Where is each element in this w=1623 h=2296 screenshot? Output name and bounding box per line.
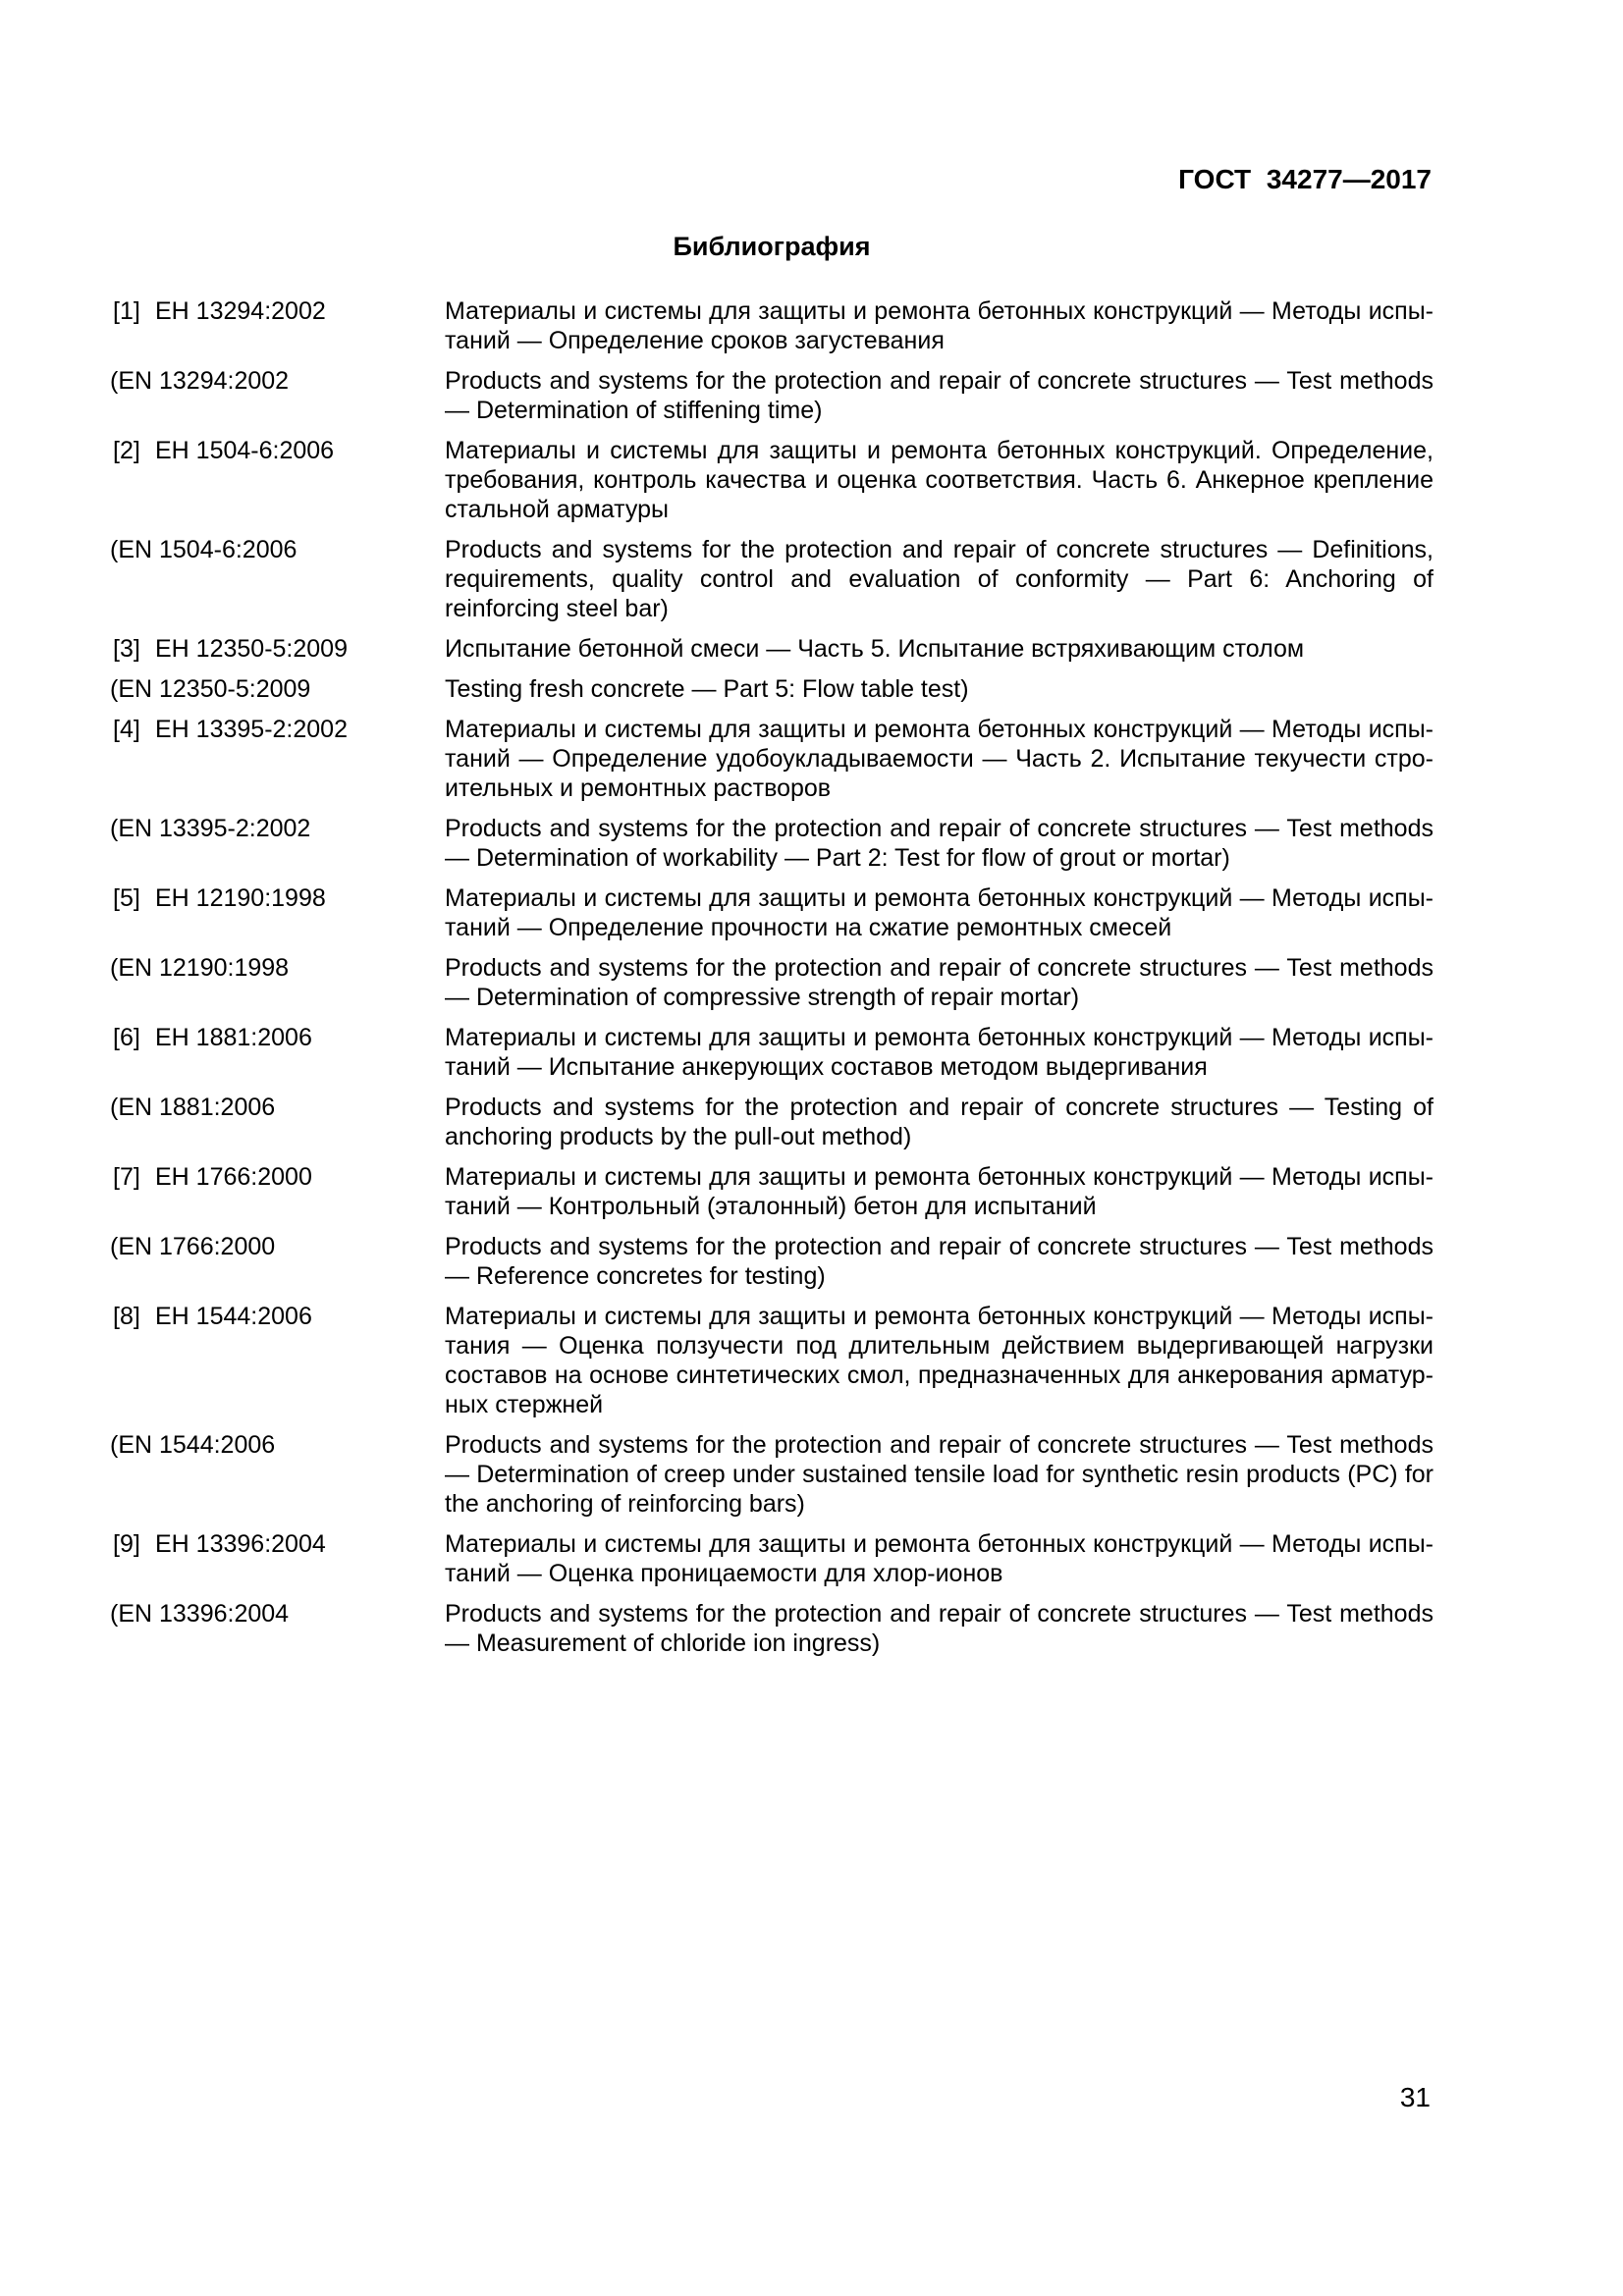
bib-entry-en — [110, 1232, 1434, 1291]
reference-label — [110, 1162, 445, 1192]
reference-text-en: Products and systems for the protection and repair of concrete structures — Test methods — Measurement of chloride ion ingress) — [445, 1600, 1434, 1657]
reference-code-en: (EN 1881:2006 — [110, 1094, 276, 1121]
reference-label — [110, 715, 445, 744]
reference-text-ru: Материалы и системы для защиты и ремонта бетонных конструкций — Методы испытаний — Определение удобоукладываемости — Часть 2. Испытание текучести строительных и ремонтных растворов — [445, 716, 1434, 802]
bib-entry-en — [110, 814, 1434, 873]
reference-code-en: (EN 13396:2004 — [110, 1600, 290, 1628]
reference-label — [110, 1023, 445, 1052]
bib-entry-en — [110, 674, 1434, 704]
page-title: Библиография — [673, 232, 871, 261]
bib-entry-en — [110, 1430, 1434, 1519]
reference-text-en: Products and systems for the protection and repair of concrete structures — Test methods — Determination of compressive strength of repair mortar) — [445, 954, 1434, 1011]
bib-entry-ru — [110, 436, 1434, 524]
reference-label — [110, 1302, 445, 1331]
reference-code-en: (EN 1544:2006 — [110, 1431, 276, 1459]
bib-entry-en — [110, 1599, 1434, 1658]
bib-entry-ru — [110, 1162, 1434, 1221]
reference-label — [110, 634, 445, 664]
reference-text-en: Products and systems for the protection and repair of concrete structures — Definitions, requirements, quality control and evaluation of conformity — Part 6: Anchoring of reinforcing steel bar) — [445, 536, 1434, 622]
reference-code-en: (EN 13294:2002 — [110, 367, 290, 395]
reference-code-ru: ЕН 1544:2006 — [155, 1303, 312, 1330]
bib-entry-ru — [110, 634, 1434, 664]
reference-code-en: (EN 1766:2000 — [110, 1233, 276, 1260]
reference-code-ru: ЕН 12350-5:2009 — [155, 635, 348, 663]
reference-text-en: Products and systems for the protection and repair of concrete structures — Test methods — Reference concretes for testing) — [445, 1233, 1434, 1290]
reference-number: [2] — [113, 437, 140, 464]
reference-text-en: Products and systems for the protection and repair of concrete structures — Testing of anchoring products by the pull-out method) — [445, 1094, 1434, 1150]
reference-code-ru: ЕН 1881:2006 — [155, 1024, 312, 1051]
reference-label — [110, 883, 445, 913]
reference-number: [9] — [113, 1530, 140, 1558]
reference-text-ru: Испытание бетонной смеси — Часть 5. Испытание встряхивающим столом — [445, 635, 1305, 663]
bib-entry-en — [110, 535, 1434, 623]
reference-text-en: Products and systems for the protection and repair of concrete structures — Test methods — Determination of workability — Part 2: Test for flow of grout or mortar) — [445, 815, 1434, 872]
standard-designation: ГОСТ 34277—2017 — [1178, 164, 1432, 194]
reference-code-ru: ЕН 1766:2000 — [155, 1163, 312, 1191]
bib-entry-ru — [110, 1302, 1434, 1419]
reference-code-ru: ЕН 13294:2002 — [155, 297, 326, 325]
reference-text-ru: Материалы и системы для защиты и ремонта бетонных конструкций — Методы испытания — Оценка ползучести под длительным действием выдергивающей нагрузки составов на основе синтетических смол, предназначенных для анкерования арматурных стержней — [445, 1303, 1434, 1418]
reference-number: [1] — [113, 297, 140, 325]
reference-text-en: Products and systems for the protection and repair of concrete structures — Test methods — Determination of creep under sustained tensile load for synthetic resin products (PC) for the anchoring of reinforcing bars) — [445, 1431, 1434, 1518]
reference-code-en: (EN 12350-5:2009 — [110, 675, 311, 703]
reference-text-ru: Материалы и системы для защиты и ремонта бетонных конструкций — Методы испытаний — Определение сроков загустевания — [445, 297, 1434, 354]
reference-number: [4] — [113, 716, 140, 743]
reference-number: [3] — [113, 635, 140, 663]
reference-number: [7] — [113, 1163, 140, 1191]
reference-label — [110, 1529, 445, 1559]
reference-label — [110, 296, 445, 326]
page-number: 31 — [1399, 2082, 1431, 2112]
reference-text-ru: Материалы и системы для защиты и ремонта бетонных конструкций — Методы испытаний — Определение прочности на сжатие ремонтных смесей — [445, 884, 1434, 941]
reference-text-ru: Материалы и системы для защиты и ремонта бетонных конструкций — Методы испытаний — Контрольный (эталонный) бетон для испытаний — [445, 1163, 1434, 1220]
reference-number: [8] — [113, 1303, 140, 1330]
bib-entry-ru — [110, 296, 1434, 355]
reference-text-ru: Материалы и системы для защиты и ремонта бетонных конструкций. Определение, требования, контроль качества и оценка соответствия. Часть 6. Анкерное крепление стальной арматуры — [445, 437, 1434, 523]
reference-code-ru: ЕН 13396:2004 — [155, 1530, 326, 1558]
reference-label — [110, 436, 445, 465]
bib-entry-en — [110, 953, 1434, 1012]
reference-code-ru: ЕН 13395-2:2002 — [155, 716, 348, 743]
reference-text-en: Products and systems for the protection and repair of concrete structures — Test methods — Determination of stiffening time) — [445, 367, 1434, 424]
bib-entry-ru — [110, 1023, 1434, 1082]
bib-entry-en — [110, 366, 1434, 425]
reference-text-ru: Материалы и системы для защиты и ремонта бетонных конструкций — Методы испытаний — Испытание анкерующих составов методом выдергивания — [445, 1024, 1434, 1081]
bib-entry-ru — [110, 883, 1434, 942]
bib-entry-en — [110, 1093, 1434, 1151]
reference-code-en: (EN 12190:1998 — [110, 954, 290, 982]
reference-text-ru: Материалы и системы для защиты и ремонта бетонных конструкций — Методы испытаний — Оценка проницаемости для хлор-ионов — [445, 1530, 1434, 1587]
reference-code-ru: ЕН 12190:1998 — [155, 884, 326, 912]
reference-number: [6] — [113, 1024, 140, 1051]
reference-text-en: Testing fresh concrete — Part 5: Flow table test) — [445, 675, 969, 703]
bib-entry-ru — [110, 715, 1434, 803]
bib-entry-ru — [110, 1529, 1434, 1588]
reference-code-en: (EN 13395-2:2002 — [110, 815, 311, 842]
reference-number: [5] — [113, 884, 140, 912]
reference-code-en: (EN 1504-6:2006 — [110, 536, 298, 563]
bibliography-list — [110, 296, 1434, 1669]
reference-code-ru: ЕН 1504-6:2006 — [155, 437, 335, 464]
